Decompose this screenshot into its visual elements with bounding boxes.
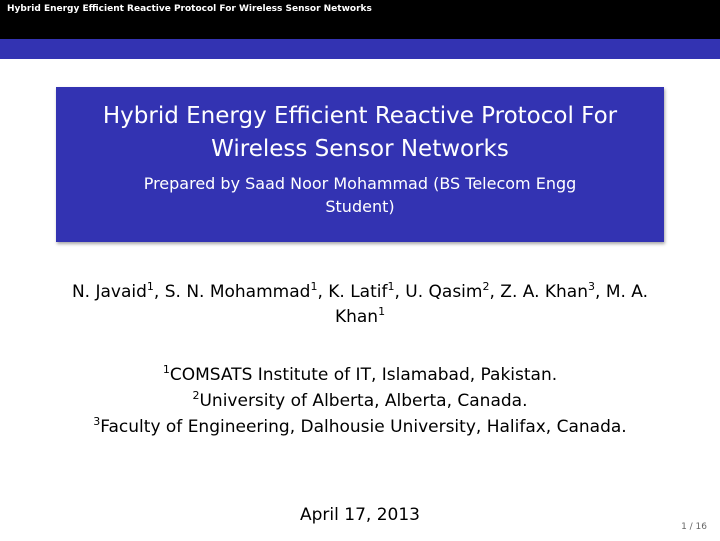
presentation-subtitle [96,172,624,218]
presentation-date: April 17, 2013 [300,505,420,525]
title-line-1: Hybrid Energy Efficient Reactive Protocol For [102,103,618,129]
author: M. A. Khan$^1$ [334,282,649,327]
author: S. N. Mohammad$^1$ [164,280,318,302]
author: U. Qasim$^2$ [405,280,490,302]
title-box [56,87,664,242]
affiliation: $^1$COMSATS Institute of IT, Islamabad, Pakistan. [162,363,558,385]
author: N. Javaid$^1$ [71,280,154,302]
title-line-2: Wireless Sensor Networks [211,136,509,162]
presentation-title [56,100,664,166]
affiliation: $^2$University of Alberta, Alberta, Canada. [192,389,528,411]
author-list: N. Javaid$^1$, S. N. Mohammad$^1$, K. Latif$^1$, U. Qasim$^2$, Z. A. Khan$^3$, M. A. Khan$^1$ [71,280,649,327]
subtitle-line-2: Student) [325,197,395,216]
affiliation-list [20,362,700,440]
header-bar-blue [0,39,720,59]
affiliation: $^3$Faculty of Engineering, Dalhousie University, Halifax, Canada. [93,415,627,437]
subtitle-line-1: Prepared by Saad Noor Mohammad (BS Telecom Engg [143,174,577,193]
header-bar-black [0,19,720,39]
author: Z. A. Khan$^3$ [500,280,596,302]
author: K. Latif$^1$ [328,280,395,302]
page-number: 1 / 16 [681,522,707,532]
slide-headline: Hybrid Energy Efficient Reactive Protocol For Wireless Sensor Networks [0,0,720,19]
